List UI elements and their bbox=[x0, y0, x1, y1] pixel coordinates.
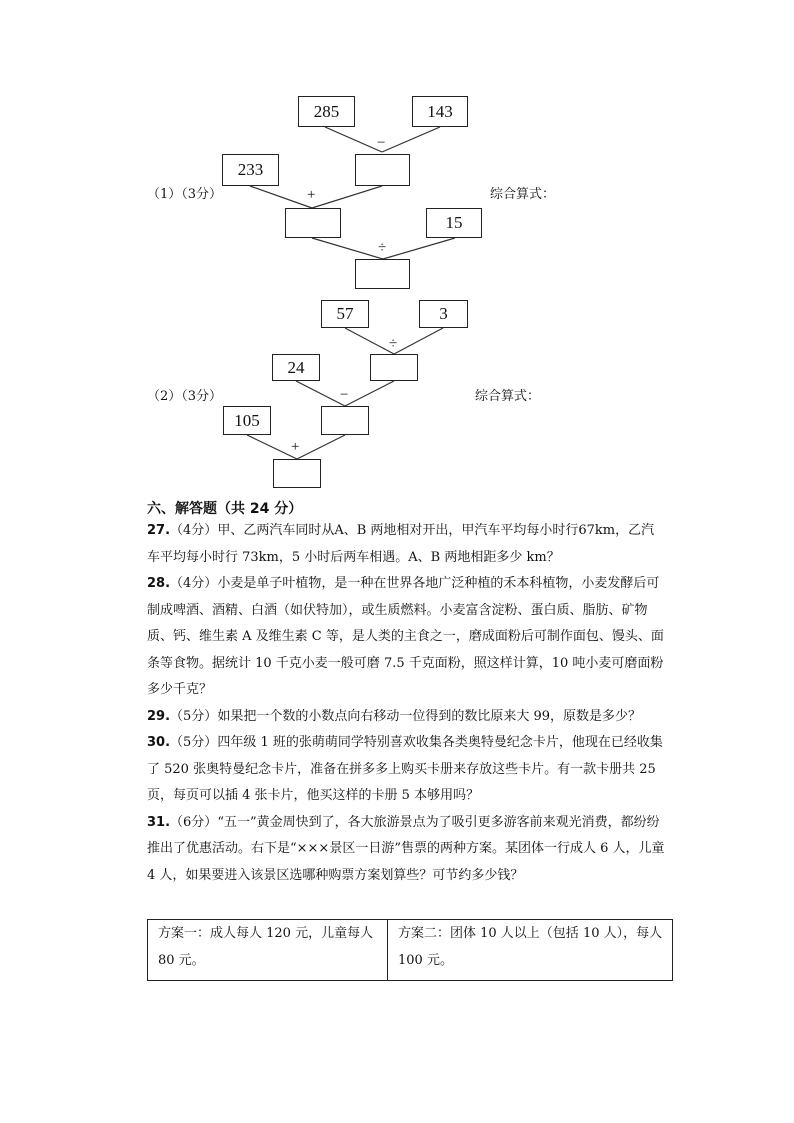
problem-27: 27.（4分）甲、乙两汽车同时从A、B 两地相对开出，甲汽车平均每小时行67km，乙汽车平均每小时行 73km，5 小时后两车相遇。A、B 两地相距多少 km？ bbox=[147, 523, 655, 565]
d2-op-divide: ÷ bbox=[389, 336, 398, 352]
d2-op-minus: − bbox=[340, 387, 349, 403]
d1-box-result[interactable] bbox=[355, 259, 410, 289]
d1-box-blank-1[interactable] bbox=[355, 154, 410, 186]
d2-formula-label: 综合算式： bbox=[475, 389, 541, 404]
ticket-plan-table bbox=[147, 919, 673, 981]
problem-list bbox=[147, 518, 667, 889]
problem-28: 28.（4分）小麦是单子叶植物，是一种在世界各地广泛种植的禾本科植物，小麦发酵后可制成啤酒、酒精、白酒（如伏特加），或生质燃料。小麦富含淀粉、蛋白质、脂肪、矿物质、钙、维生素 A 及维生素 C 等，是人类的主食之一，磨成面粉后可制作面包、馒头、面条等食物。据统计 10 千克小麦一般可磨 7.5 千克面粉，照这样计算，10 吨小麦可磨面粉多少千克？ bbox=[147, 576, 664, 697]
tree-diagrams bbox=[0, 0, 794, 500]
d2-box-105: 105 bbox=[223, 406, 271, 435]
d1-box-15: 15 bbox=[426, 208, 482, 238]
d2-box-blank-1[interactable] bbox=[370, 354, 418, 381]
d1-op-divide: ÷ bbox=[378, 240, 387, 256]
d2-op-plus: + bbox=[291, 439, 300, 455]
d2-box-result[interactable] bbox=[273, 459, 321, 488]
d1-box-285: 285 bbox=[298, 96, 355, 127]
d2-question-label: （2）（3分） bbox=[147, 389, 223, 404]
d1-box-143: 143 bbox=[412, 96, 468, 127]
problem-31: 31.（6分）“五一”黄金周快到了，各大旅游景点为了吸引更多游客前来观光消费，都纷纷推出了优惠活动。右下是“×××景区一日游”售票的两种方案。某团体一行成人 6 人，儿童 4 人，如果要进入该景区选哪种购票方案划算些？可节约多少钱？ bbox=[147, 814, 665, 883]
d1-formula-label: 综合算式： bbox=[490, 187, 556, 202]
d1-question-label: （1）（3分） bbox=[147, 187, 223, 202]
plan-two-cell: 方案二：团体 10 人以上（包括 10 人），每人 100 元。 bbox=[398, 926, 663, 968]
d1-box-233: 233 bbox=[222, 154, 279, 186]
problem-29: 29.（5分）如果把一个数的小数点向右移动一位得到的数比原来大 99，原数是多少？ bbox=[147, 708, 641, 724]
d2-box-57: 57 bbox=[321, 300, 369, 328]
d2-box-24: 24 bbox=[272, 354, 320, 381]
diagram-lines bbox=[0, 0, 794, 500]
d1-box-blank-2[interactable] bbox=[285, 208, 341, 238]
d1-op-minus: − bbox=[377, 135, 386, 151]
d2-box-3: 3 bbox=[419, 300, 468, 328]
section-title: 六、解答题（共 24 分） bbox=[147, 501, 303, 517]
d1-op-plus: + bbox=[307, 187, 316, 203]
plan-one-cell: 方案一：成人每人 120 元，儿童每人 80 元。 bbox=[148, 920, 388, 980]
d2-box-blank-2[interactable] bbox=[321, 406, 369, 435]
problem-30: 30.（5分）四年级 1 班的张萌萌同学特别喜欢收集各类奥特曼纪念卡片，他现在已经收集了 520 张奥特曼纪念卡片，准备在拼多多上购买卡册来存放这些卡片。有一款卡册共 25 页，每页可以插 4 张卡片，他买这样的卡册 5 本够用吗？ bbox=[147, 735, 663, 803]
